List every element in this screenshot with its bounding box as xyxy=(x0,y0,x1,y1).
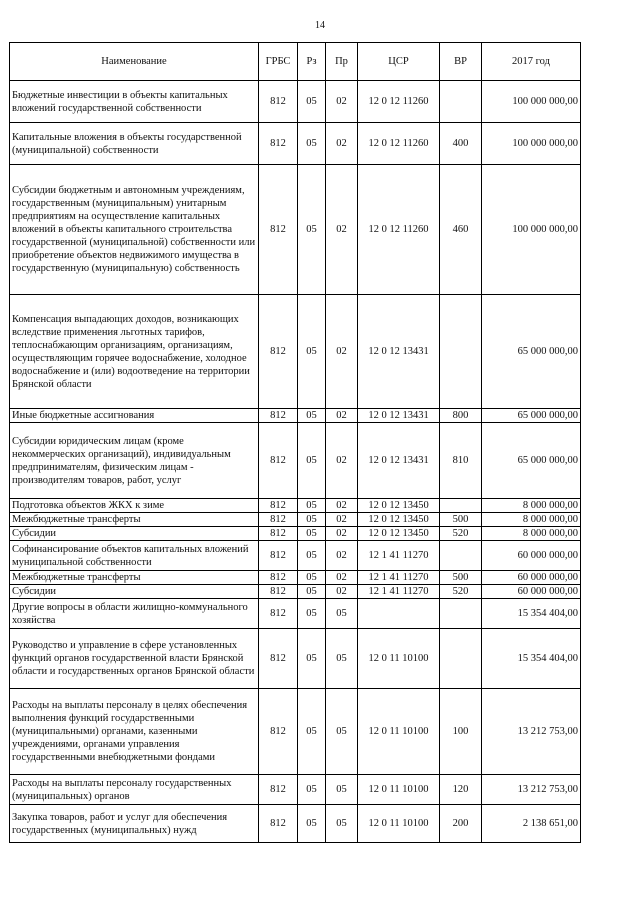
row-vr-cell xyxy=(440,81,482,123)
header-pr: Пр xyxy=(326,43,358,81)
row-name-cell: Компенсация выпадающих доходов, возникающих вследствие применения льготных тарифов, теплоснабжающим организациям, организациям, осуществляющим горячее водоснабжение, холодное водоснабжение и (или) водоотведение на территории Брянской области xyxy=(10,295,259,409)
row-vr-cell: 200 xyxy=(440,805,482,843)
row-pr-cell: 05 xyxy=(326,629,358,689)
row-rz-cell: 05 xyxy=(298,805,326,843)
row-csr-cell: 12 0 11 10100 xyxy=(358,775,440,805)
row-pr-cell: 02 xyxy=(326,541,358,571)
row-amount-cell: 15 354 404,00 xyxy=(482,599,581,629)
row-grbs-cell: 812 xyxy=(259,513,298,527)
row-amount-cell: 8 000 000,00 xyxy=(482,513,581,527)
row-pr-cell: 02 xyxy=(326,527,358,541)
row-vr-cell: 800 xyxy=(440,409,482,423)
row-vr-cell: 520 xyxy=(440,527,482,541)
row-csr-cell: 12 0 12 13431 xyxy=(358,295,440,409)
row-csr-cell xyxy=(358,599,440,629)
table-body xyxy=(10,81,581,843)
row-csr-cell: 12 0 11 10100 xyxy=(358,629,440,689)
row-name-cell: Софинансирование объектов капитальных вложений муниципальной собственности xyxy=(10,541,259,571)
row-name-cell: Закупка товаров, работ и услуг для обеспечения государственных (муниципальных) нужд xyxy=(10,805,259,843)
table-row xyxy=(10,805,581,843)
row-csr-cell: 12 0 12 13450 xyxy=(358,513,440,527)
budget-table xyxy=(9,42,581,843)
header-name: Наименование xyxy=(10,43,259,81)
row-amount-cell: 60 000 000,00 xyxy=(482,585,581,599)
row-vr-cell xyxy=(440,499,482,513)
row-grbs-cell: 812 xyxy=(259,585,298,599)
row-amount-cell: 2 138 651,00 xyxy=(482,805,581,843)
table-row xyxy=(10,165,581,295)
row-name-cell: Субсидии xyxy=(10,527,259,541)
row-name-cell: Капитальные вложения в объекты государственной (муниципальной) собственности xyxy=(10,123,259,165)
table-row xyxy=(10,513,581,527)
row-name-cell: Межбюджетные трансферты xyxy=(10,513,259,527)
row-vr-cell: 120 xyxy=(440,775,482,805)
row-amount-cell: 100 000 000,00 xyxy=(482,123,581,165)
row-grbs-cell: 812 xyxy=(259,165,298,295)
row-csr-cell: 12 0 12 13450 xyxy=(358,499,440,513)
row-csr-cell: 12 1 41 11270 xyxy=(358,585,440,599)
row-name-cell: Руководство и управление в сфере установленных функций органов государственной власти Брянской области и государственных органов Брянской области xyxy=(10,629,259,689)
row-grbs-cell: 812 xyxy=(259,499,298,513)
row-rz-cell: 05 xyxy=(298,423,326,499)
row-csr-cell: 12 0 12 11260 xyxy=(358,165,440,295)
table-row xyxy=(10,499,581,513)
row-pr-cell: 02 xyxy=(326,123,358,165)
table-row xyxy=(10,585,581,599)
row-grbs-cell: 812 xyxy=(259,423,298,499)
row-vr-cell: 500 xyxy=(440,513,482,527)
row-name-cell: Другие вопросы в области жилищно-коммунального хозяйства xyxy=(10,599,259,629)
table-row xyxy=(10,81,581,123)
row-name-cell: Расходы на выплаты персоналу государственных (муниципальных) органов xyxy=(10,775,259,805)
row-name-cell: Субсидии xyxy=(10,585,259,599)
row-rz-cell: 05 xyxy=(298,629,326,689)
row-vr-cell xyxy=(440,541,482,571)
row-name-cell: Иные бюджетные ассигнования xyxy=(10,409,259,423)
row-grbs-cell: 812 xyxy=(259,805,298,843)
row-grbs-cell: 812 xyxy=(259,81,298,123)
row-csr-cell: 12 0 12 13431 xyxy=(358,409,440,423)
row-vr-cell: 100 xyxy=(440,689,482,775)
table-row xyxy=(10,123,581,165)
row-grbs-cell: 812 xyxy=(259,571,298,585)
row-amount-cell: 65 000 000,00 xyxy=(482,409,581,423)
row-pr-cell: 05 xyxy=(326,775,358,805)
row-name-cell: Субсидии бюджетным и автономным учреждениям, государственным (муниципальным) унитарным предприятиям на осуществление капитальных вложений в объекты капитального строительства государственной (муниципальной) собственности или приобретение объектов недвижимого имущества в государственную (муниципальную) собственность xyxy=(10,165,259,295)
row-grbs-cell: 812 xyxy=(259,295,298,409)
row-grbs-cell: 812 xyxy=(259,409,298,423)
row-name-cell: Межбюджетные трансферты xyxy=(10,571,259,585)
row-rz-cell: 05 xyxy=(298,689,326,775)
table-row xyxy=(10,409,581,423)
row-name-cell: Подготовка объектов ЖКХ к зиме xyxy=(10,499,259,513)
header-grbs: ГРБС xyxy=(259,43,298,81)
row-rz-cell: 05 xyxy=(298,499,326,513)
page-number: 14 xyxy=(315,20,325,31)
row-csr-cell: 12 0 12 13431 xyxy=(358,423,440,499)
row-name-cell: Субсидии юридическим лицам (кроме некоммерческих организаций), индивидуальным предпринимателям, физическим лицам - производителям товаров, работ, услуг xyxy=(10,423,259,499)
row-rz-cell: 05 xyxy=(298,123,326,165)
row-pr-cell: 05 xyxy=(326,689,358,775)
table-row xyxy=(10,629,581,689)
row-amount-cell: 100 000 000,00 xyxy=(482,81,581,123)
row-pr-cell: 02 xyxy=(326,513,358,527)
row-grbs-cell: 812 xyxy=(259,541,298,571)
header-csr: ЦСР xyxy=(358,43,440,81)
row-pr-cell: 02 xyxy=(326,295,358,409)
row-pr-cell: 02 xyxy=(326,409,358,423)
row-rz-cell: 05 xyxy=(298,409,326,423)
row-grbs-cell: 812 xyxy=(259,775,298,805)
row-csr-cell: 12 1 41 11270 xyxy=(358,571,440,585)
table-row xyxy=(10,295,581,409)
table-row xyxy=(10,541,581,571)
table-row xyxy=(10,689,581,775)
row-vr-cell xyxy=(440,295,482,409)
row-rz-cell: 05 xyxy=(298,81,326,123)
row-vr-cell xyxy=(440,629,482,689)
row-grbs-cell: 812 xyxy=(259,599,298,629)
row-pr-cell: 05 xyxy=(326,805,358,843)
row-csr-cell: 12 0 11 10100 xyxy=(358,689,440,775)
row-csr-cell: 12 1 41 11270 xyxy=(358,541,440,571)
header-year: 2017 год xyxy=(482,43,581,81)
table-row xyxy=(10,527,581,541)
row-pr-cell: 05 xyxy=(326,599,358,629)
row-pr-cell: 02 xyxy=(326,423,358,499)
row-amount-cell: 60 000 000,00 xyxy=(482,571,581,585)
row-amount-cell: 65 000 000,00 xyxy=(482,423,581,499)
row-vr-cell: 810 xyxy=(440,423,482,499)
row-vr-cell: 500 xyxy=(440,571,482,585)
row-amount-cell: 13 212 753,00 xyxy=(482,775,581,805)
header-row xyxy=(10,43,581,81)
table-row xyxy=(10,775,581,805)
row-amount-cell: 100 000 000,00 xyxy=(482,165,581,295)
row-rz-cell: 05 xyxy=(298,585,326,599)
row-rz-cell: 05 xyxy=(298,775,326,805)
row-vr-cell xyxy=(440,599,482,629)
row-grbs-cell: 812 xyxy=(259,689,298,775)
row-rz-cell: 05 xyxy=(298,513,326,527)
row-rz-cell: 05 xyxy=(298,541,326,571)
row-pr-cell: 02 xyxy=(326,585,358,599)
row-pr-cell: 02 xyxy=(326,81,358,123)
row-grbs-cell: 812 xyxy=(259,629,298,689)
table-row xyxy=(10,423,581,499)
row-csr-cell: 12 0 12 11260 xyxy=(358,81,440,123)
header-vr: ВР xyxy=(440,43,482,81)
row-csr-cell: 12 0 11 10100 xyxy=(358,805,440,843)
row-vr-cell: 520 xyxy=(440,585,482,599)
table-row xyxy=(10,599,581,629)
row-rz-cell: 05 xyxy=(298,599,326,629)
row-amount-cell: 8 000 000,00 xyxy=(482,527,581,541)
row-grbs-cell: 812 xyxy=(259,123,298,165)
row-csr-cell: 12 0 12 13450 xyxy=(358,527,440,541)
row-rz-cell: 05 xyxy=(298,165,326,295)
header-rz: Рз xyxy=(298,43,326,81)
row-name-cell: Бюджетные инвестиции в объекты капитальных вложений государственной собственности xyxy=(10,81,259,123)
row-amount-cell: 65 000 000,00 xyxy=(482,295,581,409)
row-amount-cell: 8 000 000,00 xyxy=(482,499,581,513)
row-name-cell: Расходы на выплаты персоналу в целях обеспечения выполнения функций государственными (муниципальными) органами, казенными учреждениями, органами управления государственными внебюджетными фондами xyxy=(10,689,259,775)
row-pr-cell: 02 xyxy=(326,571,358,585)
row-rz-cell: 05 xyxy=(298,571,326,585)
row-rz-cell: 05 xyxy=(298,527,326,541)
row-amount-cell: 60 000 000,00 xyxy=(482,541,581,571)
row-grbs-cell: 812 xyxy=(259,527,298,541)
row-pr-cell: 02 xyxy=(326,499,358,513)
row-vr-cell: 400 xyxy=(440,123,482,165)
row-rz-cell: 05 xyxy=(298,295,326,409)
row-vr-cell: 460 xyxy=(440,165,482,295)
row-amount-cell: 13 212 753,00 xyxy=(482,689,581,775)
table-row xyxy=(10,571,581,585)
row-csr-cell: 12 0 12 11260 xyxy=(358,123,440,165)
row-amount-cell: 15 354 404,00 xyxy=(482,629,581,689)
row-pr-cell: 02 xyxy=(326,165,358,295)
